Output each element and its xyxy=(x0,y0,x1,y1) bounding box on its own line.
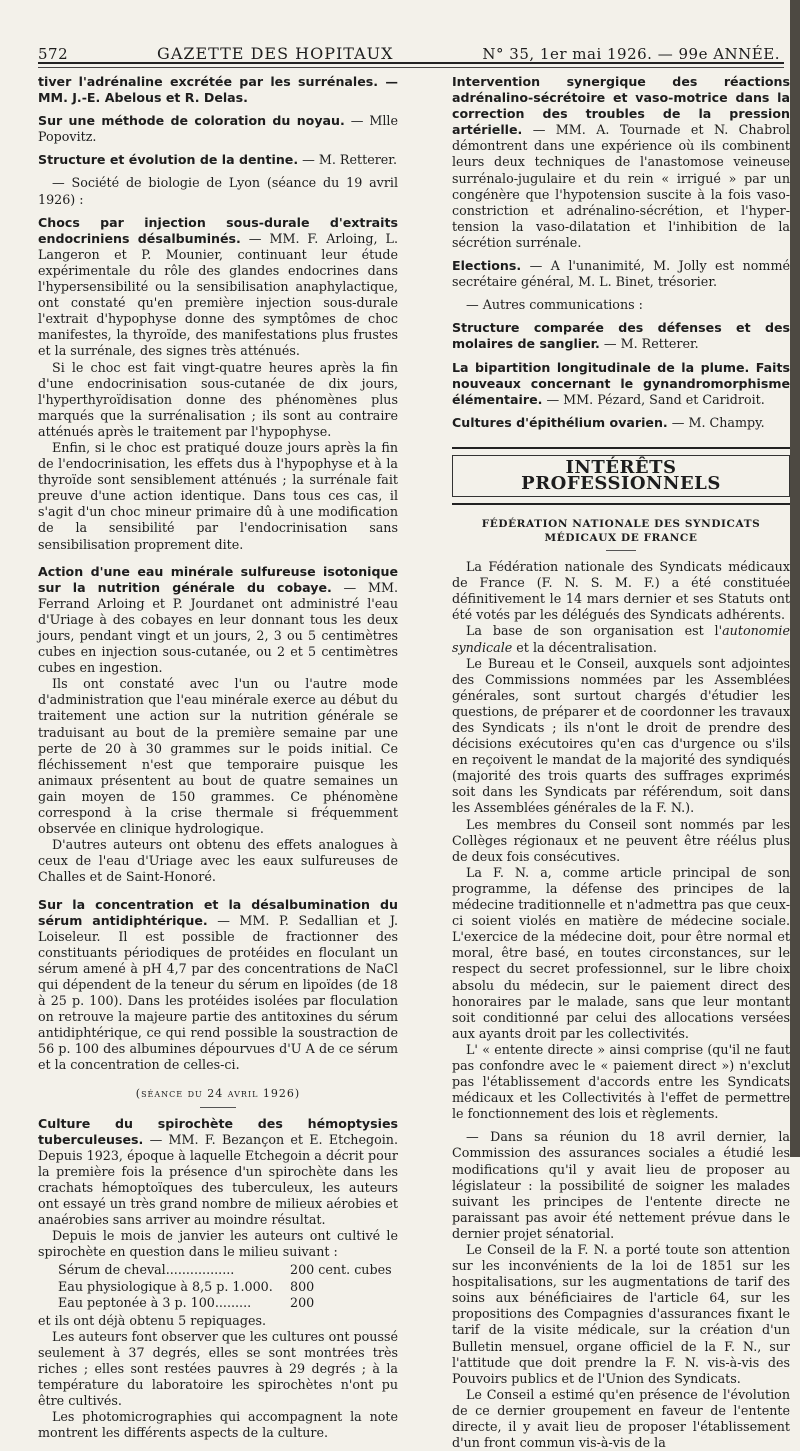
article-heading: La bipartition longitudinale de la plume. Faits nouveaux concernant le gynandromorphisme élémentaire. xyxy=(452,359,790,407)
federation-title: FÉDÉRATION NATIONALE DES SYNDICATS MÉDICAUX DE FRANCE xyxy=(481,518,761,545)
header-rule xyxy=(38,62,784,64)
paragraph: Les membres du Conseil sont nommés par les Collèges régionaux et ne peuvent être réélus plus de deux fois consécutives. xyxy=(452,816,790,864)
authors: — MM. Pézard, Sand et Caridroit. xyxy=(542,391,765,407)
authors: — M. Champy. xyxy=(667,414,765,430)
emphasis: autonomie syndicale xyxy=(452,623,790,655)
paragraph: L' « entente directe » ainsi comprise (qu'il ne faut pas confondre avec le « paiement direct ») n'exclut pas l'établissement d'accords entre les Syndicats médicaux et les Collectivités à l'effet de permettre le fonctionnement des lois et règlements. xyxy=(452,1041,790,1122)
right-column xyxy=(452,74,790,1451)
paragraph: La base de son organisation est l'autonomie syndicale et la décentralisation. xyxy=(452,623,790,655)
paragraph xyxy=(38,74,398,106)
list-item: Eau physiologique à 8,5 p. 1.000. 800 xyxy=(58,1278,315,1294)
paragraph xyxy=(38,215,398,360)
paragraph: Les auteurs font observer que les cultures ont poussé seulement à 37 degrés, elles se sont montrées très riches ; elles sont restées pauvres à 29 degrés ; à la température du laboratoire les spirochètes n'ont pu être cultivés. xyxy=(38,1328,398,1409)
paragraph xyxy=(38,564,398,677)
paragraph xyxy=(452,258,790,290)
article-text: — MM. F. Bezançon et E. Etchegoin. Depuis 1923, époque à laquelle Etchegoin a décrit pour la première fois la présence d'un spirochète dans les crachats hémoptoïques des tuberculeux, les auteurs ont essayé un très grand nombre de milieux aérobies et anaérobies sans arriver au moindre résultat. xyxy=(38,1131,398,1228)
page-number: 572 xyxy=(38,45,69,63)
authors: — M. Retterer. xyxy=(298,152,397,168)
paragraph: — Dans sa réunion du 18 avril dernier, la Commission des assurances sociales a étudié les modifications qu'il y avait lieu de proposer au législateur : la possibilité de soigner les malades suivant les principes de l'entente directe ne paraissant pas avoir été nettement prévue dans le dernier projet sénatorial. xyxy=(452,1129,790,1241)
article-heading: Structure et évolution de la dentine. xyxy=(38,152,299,168)
authors: — M. Retterer. xyxy=(599,336,699,352)
section-title: INTÉRÊTS PROFESSIONNELS xyxy=(452,455,790,497)
paragraph: Le Conseil de la F. N. a porté toute son attention sur les inconvénients de la loi de 1851 sur les hospitalisations, sur les augmentations de tarif des soins aux bénéficiaires de l'article 64, sur les propositions des Compagnies d'assurances fixant le tarif de la visite médicale, sur la création d'un Bulletin mensuel, organe officiel de la F. N., sur l'attitude que doit prendre la F. N. vis-à-vis des Pouvoirs publics et de l'Union des Syndicats. xyxy=(452,1242,790,1386)
paragraph: Enfin, si le choc est pratiqué douze jours après la fin de l'endocrinisation, les effets dus à l'hypophyse et à la thyroïde sont sensiblement atténués ; la surrénale fait preuve d'une action identique. Dans tous ces cas, il s'agit d'un choc mineur primaire dû à une modification de la sensibilité par l'endocrinisation sans sensibilisation proprement dite. xyxy=(38,439,398,552)
divider xyxy=(606,550,636,551)
paragraph: Le Bureau et le Conseil, auxquels sont adjointes des Commissions nommées par les Assemblées générales, sont surtout chargés d'étudier les questions, de préparer et de coordonner les travaux des Syndicats ; ils n'ont le droit de prendre des décisions exécutoires qu'en cas d'urgence ou s'ils en reçoivent le mandat de la majorité des syndiqués (majorité des trois quarts des suffrages exprimés soit dans les Syndicats par référendum, soit dans les Assemblées générales de la F. N.). xyxy=(452,655,790,816)
article-heading: Culture du spirochète des hémoptysies tuberculeuses. xyxy=(38,1115,398,1147)
article-heading: Action d'une eau minérale sulfureuse isotonique sur la nutrition générale du cobaye. xyxy=(38,563,398,595)
paragraph xyxy=(38,1116,398,1229)
divider xyxy=(200,1107,236,1108)
article-heading: Sur la concentration et la désalbumination du sérum antidiphtérique. xyxy=(38,896,398,928)
paragraph xyxy=(38,897,398,1074)
paragraph: D'autres auteurs ont obtenu des effets analogues à ceux de l'eau d'Uriage avec les eaux sulfureuses de Challes et de Saint-Honoré. xyxy=(38,837,398,885)
paragraph xyxy=(452,415,790,431)
paragraph: Depuis le mois de janvier les auteurs ont cultivé le spirochète en question dans le milieu suivant : xyxy=(38,1228,398,1260)
article-heading: Sur une méthode de coloration du noyau. xyxy=(38,113,345,129)
culture-medium-list xyxy=(58,1262,398,1310)
binding-edge xyxy=(790,0,800,1157)
paragraph: Si le choc est fait vingt-quatre heures après la fin d'une endocrinisation sous-cutanée de dix jours, l'hyperthyroïdisation donne des phénomènes plus marqués que la surrénalisation ; ils sont au contraire atténués après le traitement par l'hypophyse. xyxy=(38,359,398,439)
authors: — Mlle Popovitz. xyxy=(38,113,398,145)
article-text: — MM. A. Tournade et N. Chabrol démontrent dans une expérience où ils combinent leurs deux techniques de l'anastomose veineuse surrénalo-jugulaire et du rein « irrigué » par un congénère que l'hypotension suscite à la fois vaso-constriction et adrénalino-sécrétion, et l'hyper-tension la vaso-dilatation et l'inhibition de la sécrétion surrénale. xyxy=(452,122,790,250)
paragraph xyxy=(38,152,398,168)
article-text: — MM. P. Sedallian et J. Loiseleur. Il est possible de fractionner des constituants périodiques de protéides en floculant un sérum amené à pH 4,7 par des concentrations de NaCl qui dépendent de la teneur du sérum en lipoïdes (de 18 à 25 p. 100). Dans les protéides isolées par floculation on retrouve la majeure partie des antitoxines du sérum antidiphtérique, ce qui rend possible la soustraction de 56 p. 100 des albumines dépourvues d'U A de ce sérum et la concentration de celles-ci. xyxy=(38,912,399,1073)
paragraph: — Autres communications : xyxy=(466,297,643,313)
paragraph: Ils ont constaté avec l'un ou l'autre mode d'administration que l'eau minérale exerce au début du traitement une action sur la nutrition générale se traduisant au bout de la première semaine par une perte de 20 à 30 grammes sur le poids initial. Ce fléchissement n'est que temporaire puisque les animaux présentent au bout de quatre semaines un gain moyen de 150 grammes. Ce phénomène correspond à la crise thermale si fréquemment observée en clinique hydrologique. xyxy=(38,676,398,837)
paragraph: La Fédération nationale des Syndicats médicaux de France (F. N. S. M. F.) a été constituée définitivement le 14 mars dernier et ses Statuts ont été votés par les délégués des Syndicats adhérents. xyxy=(452,559,790,623)
article-heading: Elections. xyxy=(452,258,522,274)
article-heading: Chocs par injection sous-durale d'extraits endocriniens désalbuminés. xyxy=(38,214,398,246)
article-heading: Structure comparée des défenses et des molaires de sanglier. xyxy=(452,320,790,352)
article-heading: Cultures d'épithélium ovarien. xyxy=(452,414,668,430)
article-heading: Intervention synergique des réactions adrénalino-sécrétoire et vaso-motrice dans la correction des troubles de la pression artérielle. xyxy=(452,74,790,138)
heading-fragment: tiver l'adrénaline excrétée par les surrénales. — MM. J.-E. Abelous et R. Delas. xyxy=(38,74,398,106)
list-item: Eau peptonée à 3 p. 100......... 200 xyxy=(58,1294,315,1310)
society-note: — Société de biologie de Lyon (séance du 19 avril 1926) : xyxy=(38,175,398,207)
paragraph xyxy=(452,74,790,251)
paragraph: Les photomicrographies qui accompagnent la note montrent les différents aspects de la culture. xyxy=(38,1409,398,1441)
left-column xyxy=(38,74,398,1442)
paragraph xyxy=(452,320,790,352)
page-header xyxy=(38,33,780,63)
article-text: — MM. F. Arloing, L. Langeron et P. Mounier, continuant leur étude expérimentale du rôle des glandes endocrines dans l'hypersensibilité ou la sensibilisation anaphylactique, ont constaté qu'en première injection sous-durale l'extrait d'hypophyse donne des symptômes de choc manifestes, la thyroïde, des manifestations plus frustes et la surrénale, des signes très atténués. xyxy=(38,230,398,359)
journal-title: GAZETTE DES HOPITAUX xyxy=(157,44,394,63)
section-banner xyxy=(452,447,790,505)
session-date: (séance du 24 avril 1926) xyxy=(135,1086,301,1100)
article-text: — A l'unanimité, M. Jolly est nommé secrétaire général, M. L. Binet, trésorier. xyxy=(452,258,790,290)
paragraph xyxy=(452,360,790,408)
issue-info: N° 35, 1er mai 1926. — 99e ANNÉE. xyxy=(482,45,780,63)
paragraph: La F. N. a, comme article principal de son programme, la défense des principes de la médecine traditionnelle et n'admettra pas que ceux-ci soient violés en matière de médecine sociale. L'exercice de la médecine doit, pour être normal et moral, être basé, en toutes circonstances, sur le respect du secret professionnel, sur le libre choix absolu du médecin, sur le paiement direct des honoraires par le malade, sans que leur montant soit conditionné par celui des allocations versées aux ayants droit par les collectivités. xyxy=(452,864,790,1041)
list-item: Sérum de cheval................. 200 cent. cubes xyxy=(58,1262,392,1278)
paragraph: et ils ont déjà obtenu 5 repiquages. xyxy=(38,1312,267,1328)
paragraph: Le Conseil a estimé qu'en présence de l'évolution de ce dernier groupement en faveur de l'entente directe, il y avait lieu de proposer l'établissement d'un front commun vis-à-vis de la xyxy=(452,1386,790,1451)
header-rule-thin xyxy=(38,67,784,68)
article-text: — MM. Ferrand Arloing et P. Jourdanet ont administré l'eau d'Uriage à des cobayes en leur donnant tous les deux jours, pendant vingt et un jours, 2, 3 ou 5 centimètres cubes en injection sous-cutanée, ou 2 et 5 centimètres cubes en ingestion. xyxy=(38,579,398,676)
paragraph xyxy=(38,113,398,145)
